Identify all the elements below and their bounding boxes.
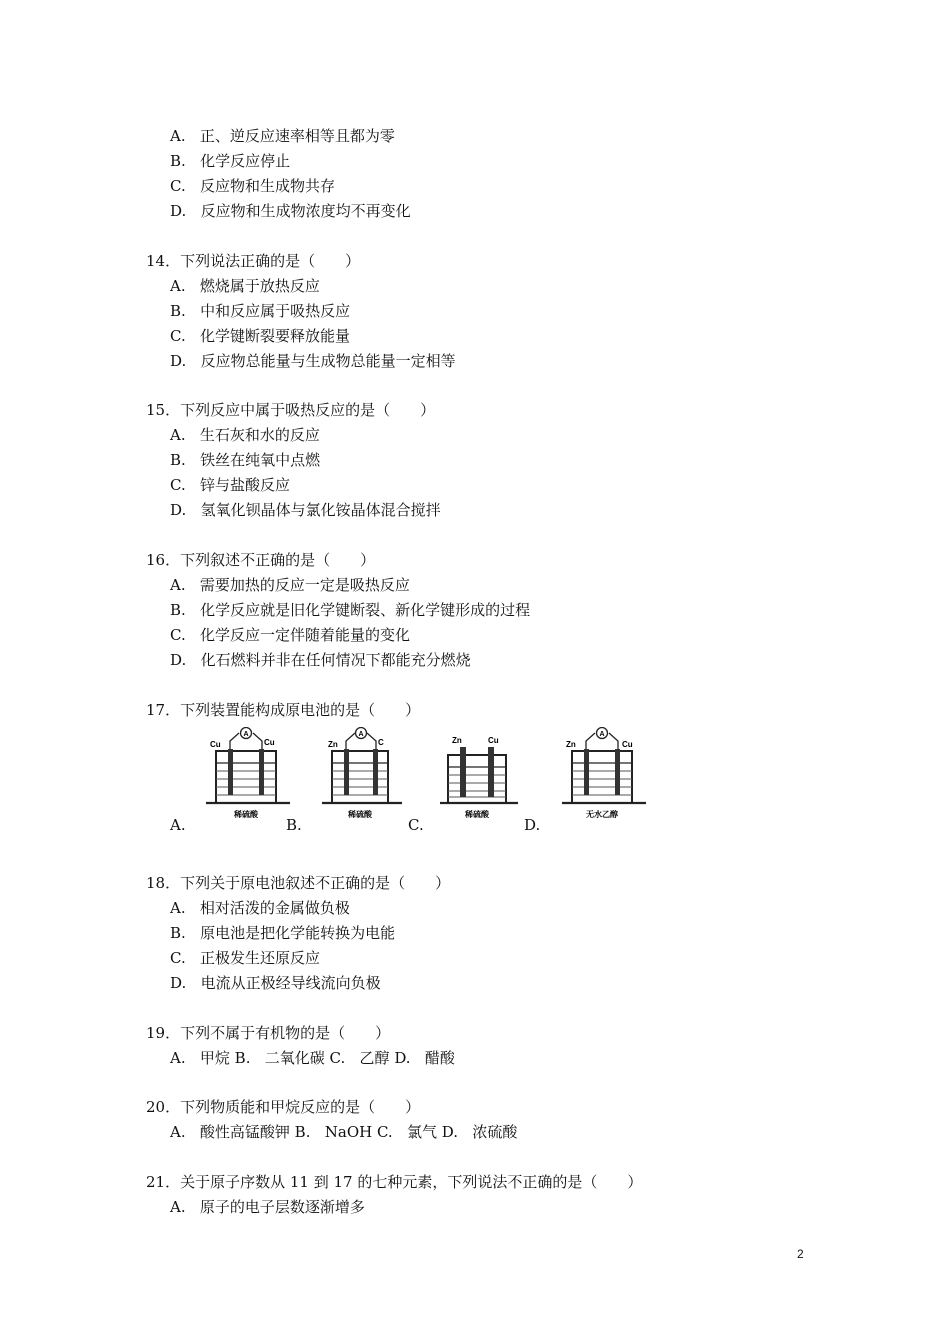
q15-stem: 15．下列反应中属于吸热反应的是（ ） xyxy=(146,401,436,419)
figure-d-ammeter-label: A xyxy=(599,731,605,738)
figure-c-left-electrode-label: Zn xyxy=(452,736,462,745)
figure-b-right-electrode-label: C xyxy=(378,738,384,747)
q13-option-b: B. 化学反应停止 xyxy=(170,152,291,170)
q17-figures xyxy=(170,727,670,837)
figure-d-solution-label: 无水乙醇 xyxy=(586,810,618,819)
figure-a-left-electrode-label: Cu xyxy=(210,740,221,749)
q13-option-c: C. 反应物和生成物共存 xyxy=(170,177,336,195)
q17-figure-d xyxy=(562,727,658,823)
q15-option-c: C. 锌与盐酸反应 xyxy=(170,476,291,494)
q18-stem: 18．下列关于原电池叙述不正确的是（ ） xyxy=(146,874,451,892)
q17-letter-d: D. xyxy=(524,816,541,834)
figure-d-left-electrode-label: Zn xyxy=(566,740,576,749)
q20-stem: 20．下列物质能和甲烷反应的是（ ） xyxy=(146,1098,421,1116)
figure-a-solution-label: 稀硫酸 xyxy=(234,810,258,819)
q13-option-d: D. 反应物和生成物浓度均不再变化 xyxy=(170,202,411,220)
figure-b-ammeter-label: A xyxy=(358,731,364,738)
q21-option-a: A. 原子的电子层数逐渐增多 xyxy=(170,1198,365,1216)
q20-options: A. 酸性高锰酸钾 B. NaOH C. 氯气 D. 浓硫酸 xyxy=(170,1123,518,1141)
q16-stem: 16．下列叙述不正确的是（ ） xyxy=(146,551,376,569)
figure-d-right-electrode-label: Cu xyxy=(622,740,633,749)
q17-letter-a: A. xyxy=(170,816,186,834)
q21-stem: 21．关于原子序数从 11 到 17 的七种元素，下列说法不正确的是（ ） xyxy=(146,1173,643,1191)
figure-b-left-electrode-label: Zn xyxy=(328,740,338,749)
q18-option-d: D. 电流从正极经导线流向负极 xyxy=(170,974,381,992)
q14-option-c: C. 化学键断裂要释放能量 xyxy=(170,327,351,345)
figure-a-ammeter-label: A xyxy=(243,731,249,738)
q17-letter-c: C. xyxy=(408,816,424,834)
q17-figure-c xyxy=(440,727,536,823)
q16-option-c: C. 化学反应一定伴随着能量的变化 xyxy=(170,626,411,644)
q16-option-a: A. 需要加热的反应一定是吸热反应 xyxy=(170,576,410,594)
figure-b-solution-label: 稀硫酸 xyxy=(348,810,372,819)
q14-option-d: D. 反应物总能量与生成物总能量一定相等 xyxy=(170,352,456,370)
q17-figure-b xyxy=(322,727,418,823)
q16-option-d: D. 化石燃料并非在任何情况下都能充分燃烧 xyxy=(170,651,471,669)
q15-option-b: B. 铁丝在纯氧中点燃 xyxy=(170,451,321,469)
q17-stem: 17．下列装置能构成原电池的是（ ） xyxy=(146,701,421,719)
q14-stem: 14．下列说法正确的是（ ） xyxy=(146,252,361,270)
q17-letter-b: B. xyxy=(286,816,302,834)
q18-option-a: A. 相对活泼的金属做负极 xyxy=(170,899,350,917)
figure-c-right-electrode-label: Cu xyxy=(488,736,499,745)
q19-stem: 19．下列不属于有机物的是（ ） xyxy=(146,1024,391,1042)
q14-option-a: A. 燃烧属于放热反应 xyxy=(170,277,320,295)
q15-option-d: D. 氢氧化钡晶体与氯化铵晶体混合搅拌 xyxy=(170,501,441,519)
q14-option-b: B. 中和反应属于吸热反应 xyxy=(170,302,351,320)
q16-option-b: B. 化学反应就是旧化学键断裂、新化学键形成的过程 xyxy=(170,601,531,619)
figure-c-solution-label: 稀硫酸 xyxy=(465,810,489,819)
q15-option-a: A. 生石灰和水的反应 xyxy=(170,426,320,444)
q17-figure-a xyxy=(206,727,302,823)
q18-option-c: C. 正极发生还原反应 xyxy=(170,949,321,967)
figure-a-right-electrode-label: Cu xyxy=(264,738,275,747)
q19-options: A. 甲烷 B. 二氧化碳 C. 乙醇 D. 醋酸 xyxy=(170,1049,455,1067)
q18-option-b: B. 原电池是把化学能转换为电能 xyxy=(170,924,396,942)
page-number: 2 xyxy=(797,1247,804,1261)
q13-option-a: A. 正、逆反应速率相等且都为零 xyxy=(170,127,395,145)
